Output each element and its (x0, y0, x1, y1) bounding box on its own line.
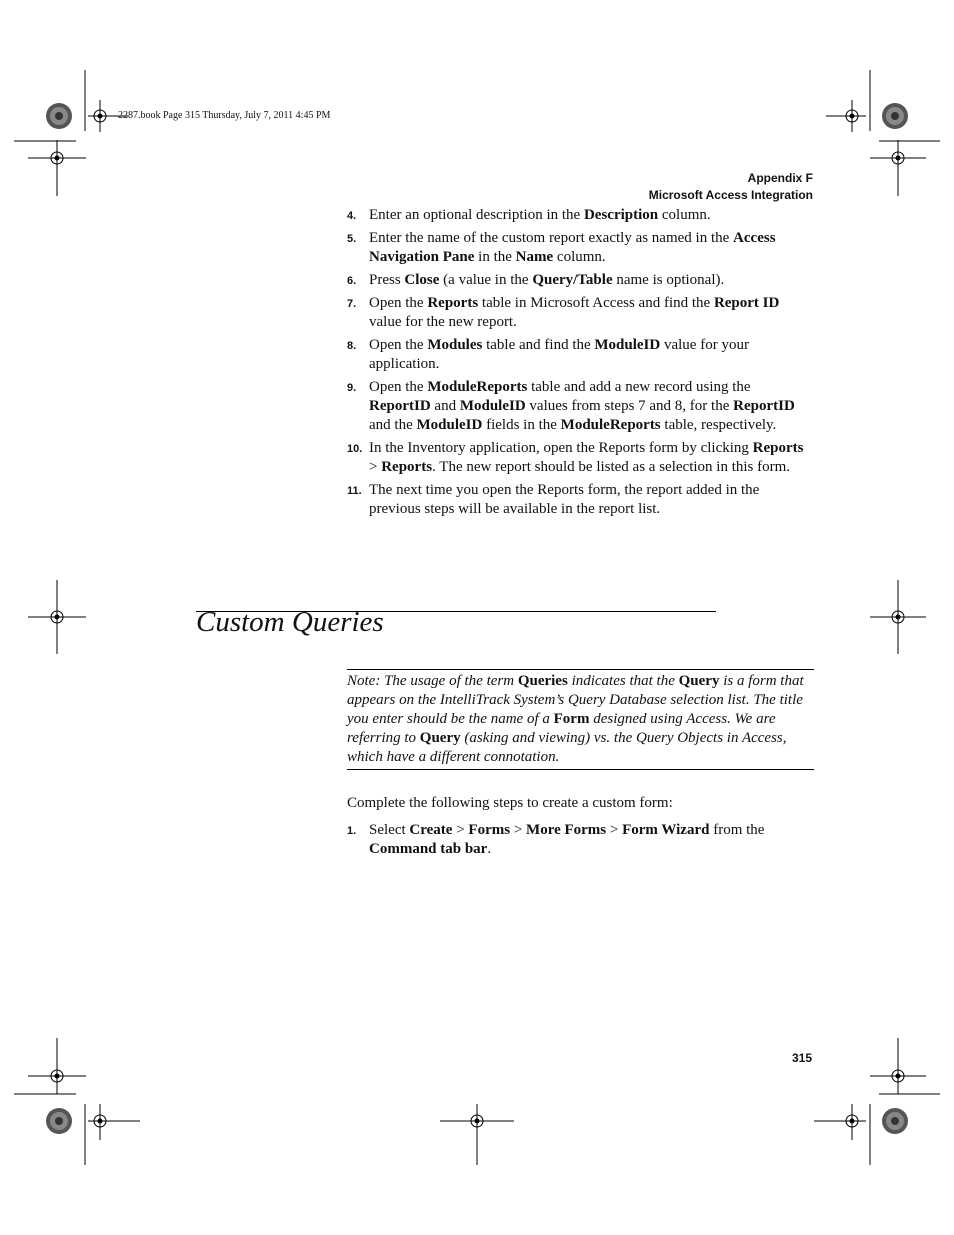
emphasized-term: ReportID (733, 398, 795, 414)
step-number: 1. (347, 825, 357, 837)
step-text: values from steps 7 and 8, for the (525, 398, 734, 414)
note-emphasized-term: Queries (517, 673, 568, 689)
step-text: Select (369, 822, 410, 838)
step-text: . The new report should be listed as a selection in this form. (432, 459, 791, 475)
note-emphasized-term: Form (553, 711, 590, 727)
emphasized-term: ModuleID (416, 417, 483, 433)
emphasized-term: More Forms (526, 822, 607, 838)
numbered-steps-top (347, 206, 814, 523)
step-number: 9. (347, 382, 357, 394)
step-number: 10. (347, 443, 363, 455)
emphasized-term: Query/Table (532, 272, 613, 288)
running-header-title: Microsoft Access Integration (648, 188, 813, 202)
step-text: value for the new report. (369, 314, 517, 330)
step-number: 6. (347, 275, 357, 287)
print-slug: 2287.book Page 315 Thursday, July 7, 2011 4:45 PM (118, 110, 331, 121)
note-emphasized-term: Query (419, 730, 461, 746)
emphasized-term: ModuleReports (427, 379, 528, 395)
emphasized-term: ReportID (369, 398, 431, 414)
note-emphasized-term: Query (678, 673, 720, 689)
note-text: designed using Access. We are referring to (347, 711, 776, 746)
step-text: Open the (369, 295, 428, 311)
list-item (347, 439, 814, 477)
step-text: table and find the (482, 337, 595, 353)
step-text: column. (658, 207, 711, 223)
step-number: 4. (347, 210, 357, 222)
step-text: Enter an optional description in the (369, 207, 584, 223)
emphasized-term: Close (404, 272, 440, 288)
step-number: 11. (347, 485, 362, 497)
note-text: Note: The usage of the term (347, 673, 518, 689)
emphasized-term: Report ID (713, 295, 780, 311)
step-text: > (369, 459, 382, 475)
step-text: table in Microsoft Access and find the (478, 295, 714, 311)
numbered-steps-bottom (347, 821, 814, 863)
running-header-appendix: Appendix F (747, 171, 813, 185)
emphasized-term: ModuleID (594, 337, 661, 353)
step-text: value for your application. (369, 337, 749, 372)
step-text: > (606, 822, 623, 838)
step-text: Open the (369, 337, 428, 353)
list-item (347, 481, 814, 519)
step-number: 8. (347, 340, 357, 352)
emphasized-term: Reports (427, 295, 479, 311)
step-text: and (430, 398, 460, 414)
step-text: name is optional). (612, 272, 725, 288)
list-item (347, 271, 814, 290)
emphasized-term: Create (409, 822, 453, 838)
note-box (347, 669, 814, 770)
step-text: The next time you open the Reports form, the report added in the previous steps will be available in the report list. (369, 482, 760, 517)
emphasized-term: Name (515, 249, 554, 265)
step-text: table and add a new record using the (527, 379, 751, 395)
step-text: column. (553, 249, 606, 265)
list-item (347, 294, 814, 332)
step-number: 5. (347, 233, 357, 245)
emphasized-term: Reports (752, 440, 804, 456)
step-text: and the (369, 417, 417, 433)
step-text: from the (709, 822, 765, 838)
step-text: in the (474, 249, 516, 265)
step-text: . (487, 841, 492, 857)
list-item (347, 378, 814, 435)
list-item (347, 206, 814, 225)
step-number: 7. (347, 298, 357, 310)
step-text: Enter the name of the custom report exactly as named in the (369, 230, 734, 246)
emphasized-term: Form Wizard (622, 822, 710, 838)
note-text: (asking and viewing) vs. the Query Objects in Access, which have a different connotation. (347, 730, 787, 765)
emphasized-term: Reports (381, 459, 433, 475)
emphasized-term: Forms (468, 822, 511, 838)
step-text: Press (369, 272, 405, 288)
step-text: > (510, 822, 527, 838)
step-text: In the Inventory application, open the Reports form by clicking (369, 440, 753, 456)
intro-paragraph: Complete the following steps to create a custom form: (347, 795, 673, 811)
step-text: Open the (369, 379, 428, 395)
list-item (347, 336, 814, 374)
step-text: > (452, 822, 469, 838)
emphasized-term: ModuleID (459, 398, 526, 414)
page-number: 315 (792, 1051, 813, 1065)
section-title: Custom Queries (196, 606, 384, 638)
note-text: is a form that appears on the IntelliTrack System’s Query Database selection list. The title you enter should be the name of a (347, 673, 804, 727)
emphasized-term: Description (583, 207, 659, 223)
emphasized-term: Modules (427, 337, 483, 353)
list-item (347, 229, 814, 267)
step-text: fields in the (482, 417, 561, 433)
note-text: indicates that the (567, 673, 679, 689)
emphasized-term: Access Navigation Pane (369, 230, 776, 265)
emphasized-term: Command tab bar (369, 841, 488, 857)
step-text: table, respectively. (660, 417, 777, 433)
emphasized-term: ModuleReports (560, 417, 661, 433)
list-item (347, 821, 814, 859)
step-text: (a value in the (439, 272, 533, 288)
